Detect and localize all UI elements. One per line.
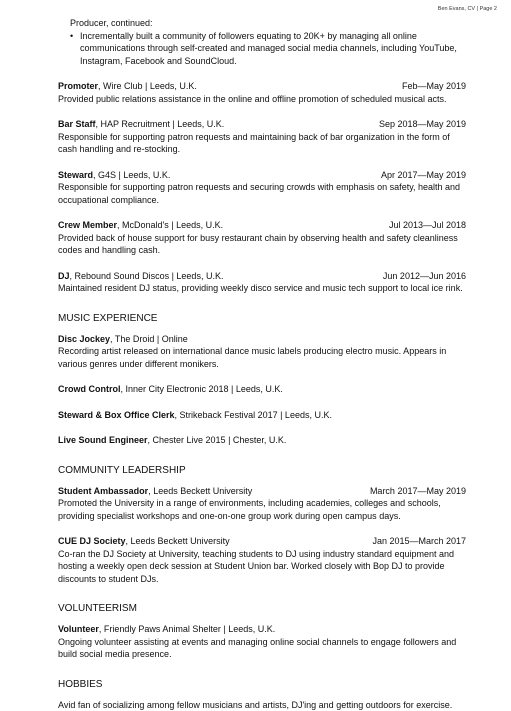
music-entry-disc-jockey xyxy=(58,333,468,371)
music-entry-live-sound xyxy=(58,434,468,447)
work-entry-promoter xyxy=(58,80,468,105)
entry-org: , Leeds Beckett University xyxy=(148,486,252,496)
entry-dates: Feb—May 2019 xyxy=(402,80,468,93)
entry-org: , Friendly Paws Animal Shelter | Leeds, U.K. xyxy=(99,624,275,634)
entry-org: , McDonald's | Leeds, U.K. xyxy=(117,220,223,230)
entry-role: Crowd Control xyxy=(58,384,121,394)
entry-role: Student Ambassador xyxy=(58,486,148,496)
entry-dates: Apr 2017—May 2019 xyxy=(381,169,468,182)
entry-role: Live Sound Engineer xyxy=(58,435,148,445)
section-heading-music: MUSIC EXPERIENCE xyxy=(58,312,468,325)
entry-role: Steward & Box Office Clerk xyxy=(58,410,175,420)
section-heading-community: COMMUNITY LEADERSHIP xyxy=(58,464,468,477)
entry-role: Bar Staff xyxy=(58,119,96,129)
entry-description: Responsible for supporting patron requests and maintaining back of bar organization in the form of cash handling and re-stocking. xyxy=(58,131,468,156)
entry-dates: Sep 2018—May 2019 xyxy=(379,118,468,131)
entry-description: Provided public relations assistance in the online and offline promotion of scheduled musical acts. xyxy=(58,93,468,106)
entry-org: , Rebound Sound Discos | Leeds, U.K. xyxy=(70,271,224,281)
entry-dates: Jun 2012—Jun 2016 xyxy=(383,270,468,283)
entry-role: Promoter xyxy=(58,81,98,91)
entry-role: Steward xyxy=(58,170,93,180)
entry-description: Co-ran the DJ Society at University, teaching students to DJ using industry standard equipment and hosting a weekly open deck session at Student Union bar. Worked closely with Bop DJ to provide discounts to student DJs. xyxy=(58,548,468,586)
entry-description: Recording artist released on international dance music labels producing electro music. Appears in various genres under different monikers. xyxy=(58,345,468,370)
entry-org: , G4S | Leeds, U.K. xyxy=(93,170,170,180)
entry-org: , Strikeback Festival 2017 | Leeds, U.K. xyxy=(175,410,332,420)
entry-role: CUE DJ Society xyxy=(58,536,126,546)
work-entry-dj xyxy=(58,270,468,295)
entry-description: Ongoing volunteer assisting at events and managing online social channels to engage followers and build social media presence. xyxy=(58,636,468,661)
hobbies-text: Avid fan of socializing among fellow musicians and artists, DJ'ing and getting outdoors for exercise. xyxy=(58,699,468,711)
entry-org: , Wire Club | Leeds, U.K. xyxy=(98,81,197,91)
entry-role: Volunteer xyxy=(58,624,99,634)
entry-org: , HAP Recruitment | Leeds, U.K. xyxy=(96,119,225,129)
bullet-icon: • xyxy=(70,30,80,68)
entry-dates: Jan 2015—March 2017 xyxy=(372,535,468,548)
entry-org: , Chester Live 2015 | Chester, U.K. xyxy=(148,435,287,445)
bullet-text: Incrementally built a community of followers equating to 20K+ by managing all online communications through self-created and managed social media channels, including YouTube, Instagram, Facebook and SoundCloud. xyxy=(80,30,468,68)
section-heading-hobbies: HOBBIES xyxy=(58,678,468,691)
entry-org: , Inner City Electronic 2018 | Leeds, U.K. xyxy=(121,384,283,394)
entry-description: Promoted the University in a range of environments, including academies, colleges and schools, providing specialist workshops and one-on-one group work during open campus days. xyxy=(58,497,468,522)
entry-role: DJ xyxy=(58,271,70,281)
section-heading-volunteerism: VOLUNTEERISM xyxy=(58,602,468,615)
volunteer-entry xyxy=(58,623,468,661)
resume-body xyxy=(58,17,468,711)
entry-org: , Leeds Beckett University xyxy=(126,536,230,546)
bullet-item xyxy=(70,30,468,68)
work-entry-bar-staff xyxy=(58,118,468,156)
entry-description: Responsible for supporting patron requests and securing crowds with emphasis on safety, health and occupational compliance. xyxy=(58,181,468,206)
music-entry-crowd-control xyxy=(58,383,468,396)
community-entry-dj-society xyxy=(58,535,468,585)
entry-dates: Jul 2013—Jul 2018 xyxy=(389,219,468,232)
music-entry-steward-box-office xyxy=(58,409,468,422)
entry-dates: March 2017—May 2019 xyxy=(370,485,468,498)
work-entry-crew-member xyxy=(58,219,468,257)
entry-org: , The Droid | Online xyxy=(110,334,188,344)
entry-role: Disc Jockey xyxy=(58,334,110,344)
work-entry-steward xyxy=(58,169,468,207)
entry-role: Crew Member xyxy=(58,220,117,230)
entry-description: Provided back of house support for busy restaurant chain by observing health and safety cleanliness codes and handling cash. xyxy=(58,232,468,257)
page-header: Ben Evans, CV | Page 2 xyxy=(438,6,497,12)
entry-description: Maintained resident DJ status, providing weekly disco service and music tech support to local ice rink. xyxy=(58,282,468,295)
community-entry-ambassador xyxy=(58,485,468,523)
continued-label: Producer, continued: xyxy=(70,17,468,30)
